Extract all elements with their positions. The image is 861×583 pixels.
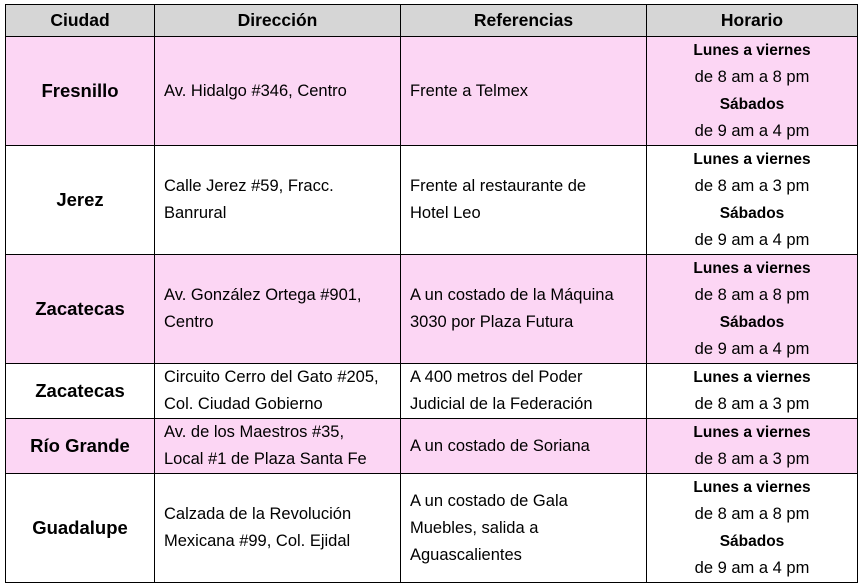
table-row bbox=[6, 364, 858, 419]
address-line: Av. González Ortega #901, bbox=[164, 286, 362, 304]
schedule-day: Lunes a viernes bbox=[693, 151, 811, 168]
schedule-hours: de 8 am a 3 pm bbox=[694, 450, 810, 468]
table-row bbox=[6, 255, 858, 364]
reference-cell bbox=[401, 364, 647, 419]
address-cell bbox=[155, 255, 401, 364]
schedule-hours: de 8 am a 8 pm bbox=[694, 505, 810, 523]
reference-cell bbox=[401, 255, 647, 364]
schedule-hours: de 8 am a 8 pm bbox=[694, 68, 810, 86]
table-row bbox=[6, 419, 858, 474]
table-row bbox=[6, 474, 858, 583]
schedule-day: Sábados bbox=[719, 533, 785, 550]
schedule-cell bbox=[647, 255, 858, 364]
reference-line: Frente al restaurante de bbox=[410, 177, 587, 195]
schedule-day: Lunes a viernes bbox=[693, 424, 811, 441]
table-row bbox=[6, 146, 858, 255]
address-cell bbox=[155, 474, 401, 583]
schedule-hours: de 8 am a 3 pm bbox=[694, 395, 810, 413]
reference-cell bbox=[401, 37, 647, 146]
schedule-hours: de 9 am a 4 pm bbox=[694, 122, 810, 140]
schedule-day: Sábados bbox=[719, 96, 785, 113]
schedule-day: Lunes a viernes bbox=[693, 479, 811, 496]
address-line: Av. Hidalgo #346, Centro bbox=[164, 81, 347, 100]
schedule-day: Lunes a viernes bbox=[693, 369, 811, 386]
reference-line: A un costado de Gala bbox=[410, 491, 568, 510]
address-line: Centro bbox=[164, 313, 214, 331]
address-cell bbox=[155, 146, 401, 255]
schedule-cell bbox=[647, 419, 858, 474]
address-line: Calle Jerez #59, Fracc. bbox=[164, 177, 334, 195]
reference-cell bbox=[401, 419, 647, 474]
schedule-cell bbox=[647, 146, 858, 255]
address-line: Calzada de la Revolución bbox=[164, 505, 352, 523]
schedule-hours: de 8 am a 8 pm bbox=[694, 286, 810, 304]
schedule-cell bbox=[647, 364, 858, 419]
address-cell bbox=[155, 364, 401, 419]
schedule-hours: de 8 am a 3 pm bbox=[694, 177, 810, 195]
table-header bbox=[6, 5, 858, 37]
address-line: Local #1 de Plaza Santa Fe bbox=[164, 450, 367, 468]
city-cell: Jerez bbox=[6, 146, 155, 255]
reference-line: Aguascalientes bbox=[410, 545, 522, 564]
locations-table bbox=[5, 4, 858, 583]
reference-line: 3030 por Plaza Futura bbox=[410, 313, 574, 331]
address-line: Av. de los Maestros #35, bbox=[164, 423, 345, 441]
schedule-day: Lunes a viernes bbox=[693, 42, 811, 59]
address-line: Col. Ciudad Gobierno bbox=[164, 395, 323, 413]
reference-line: A un costado de la Máquina bbox=[410, 286, 614, 304]
schedule-hours: de 9 am a 4 pm bbox=[694, 559, 810, 577]
reference-line: Judicial de la Federación bbox=[410, 395, 593, 413]
reference-line: Hotel Leo bbox=[410, 204, 481, 222]
address-cell bbox=[155, 419, 401, 474]
schedule-cell bbox=[647, 474, 858, 583]
schedule-hours: de 9 am a 4 pm bbox=[694, 340, 810, 358]
city-cell: Zacatecas bbox=[6, 255, 155, 364]
reference-cell bbox=[401, 474, 647, 583]
schedule-cell bbox=[647, 37, 858, 146]
header-horario: Horario bbox=[647, 5, 858, 37]
header-direccion: Dirección bbox=[155, 5, 401, 37]
schedule-day: Sábados bbox=[719, 314, 785, 331]
header-row bbox=[6, 5, 858, 37]
table-row bbox=[6, 37, 858, 146]
reference-line: Muebles, salida a bbox=[410, 518, 539, 537]
reference-cell bbox=[401, 146, 647, 255]
address-cell bbox=[155, 37, 401, 146]
city-cell: Guadalupe bbox=[6, 474, 155, 583]
header-referencias: Referencias bbox=[401, 5, 647, 37]
city-cell: Fresnillo bbox=[6, 37, 155, 146]
address-line: Mexicana #99, Col. Ejidal bbox=[164, 532, 351, 550]
header-ciudad: Ciudad bbox=[6, 5, 155, 37]
city-cell: Río Grande bbox=[6, 419, 155, 474]
schedule-hours: de 9 am a 4 pm bbox=[694, 231, 810, 249]
schedule-day: Sábados bbox=[719, 205, 785, 222]
table-body bbox=[6, 37, 858, 583]
reference-line: Frente a Telmex bbox=[410, 81, 528, 100]
schedule-day: Lunes a viernes bbox=[693, 260, 811, 277]
reference-line: A 400 metros del Poder bbox=[410, 368, 583, 386]
reference-line: A un costado de Soriana bbox=[410, 436, 590, 455]
address-line: Circuito Cerro del Gato #205, bbox=[164, 368, 379, 386]
address-line: Banrural bbox=[164, 204, 227, 222]
city-cell: Zacatecas bbox=[6, 364, 155, 419]
